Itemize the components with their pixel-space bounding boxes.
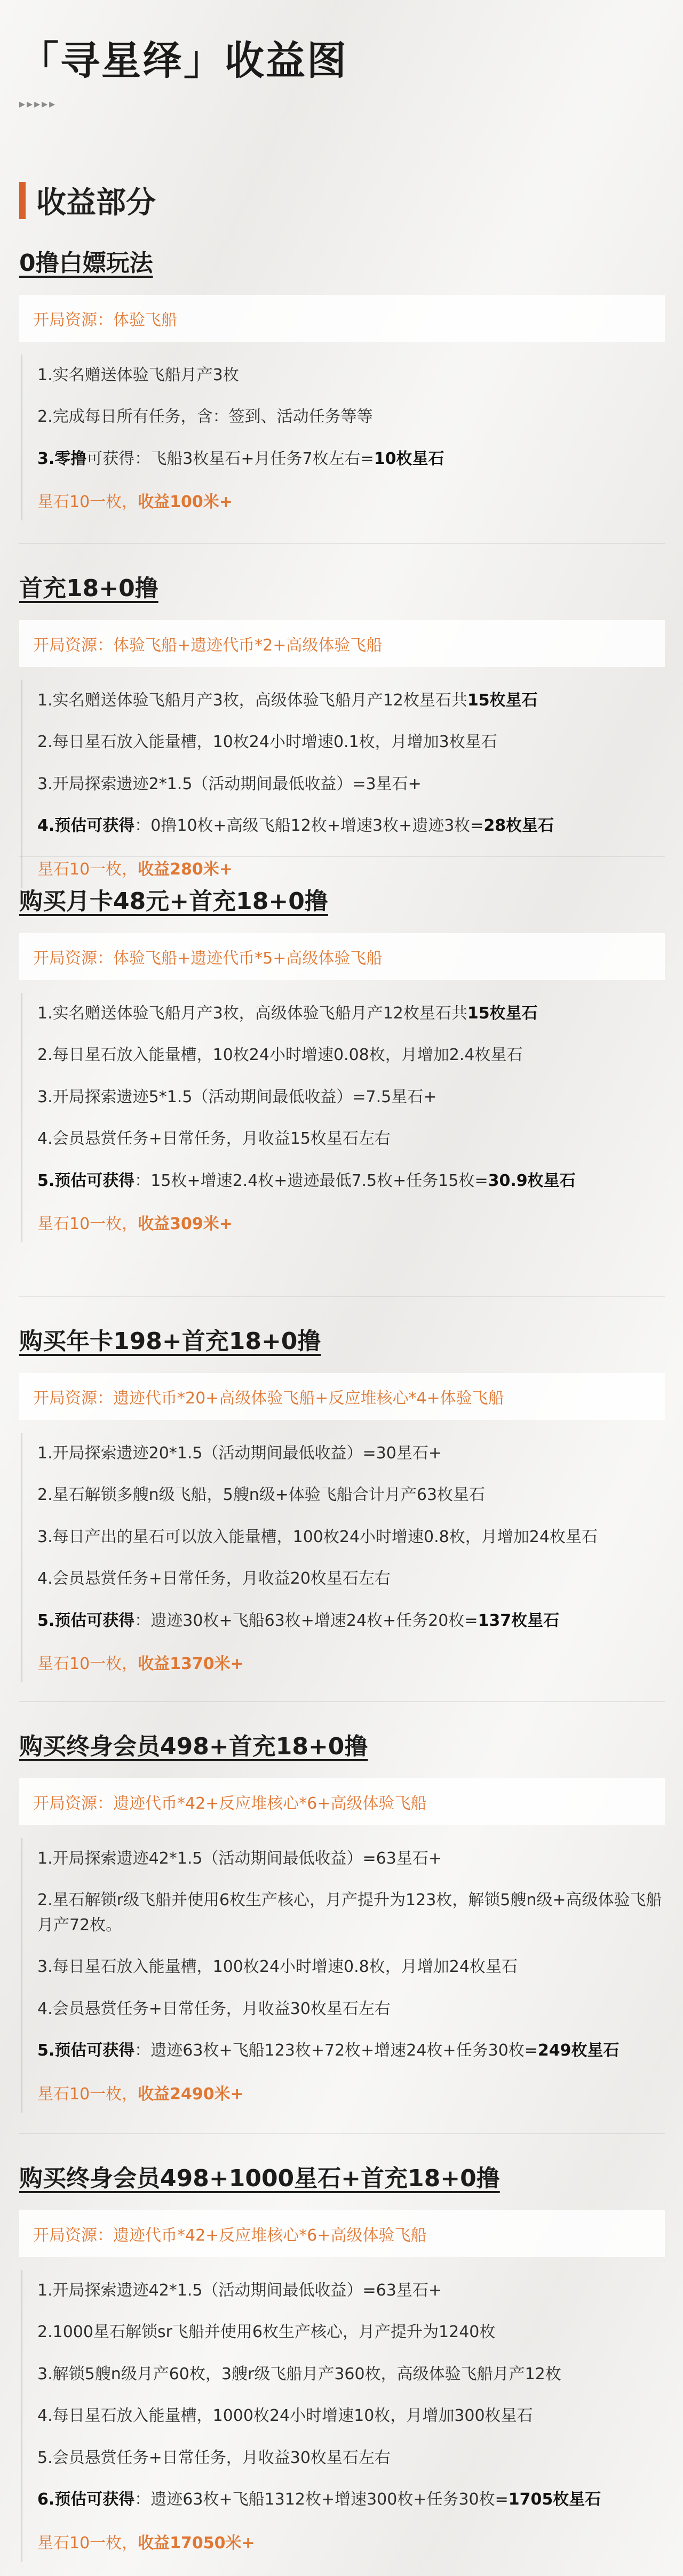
starting-resources: 开局资源：体验飞船+遗迹代币*5+高级体验飞船 [19, 933, 665, 980]
income-summary [37, 2521, 665, 2562]
list-item [37, 1600, 665, 1642]
list-item [37, 2030, 665, 2072]
item-list [21, 1838, 665, 2113]
income-summary [37, 1202, 665, 1242]
item-label: 6.预估可获得 [37, 2490, 135, 2509]
list-item [37, 764, 665, 806]
item-text: 1.开局探索遗迹42*1.5（活动期间最低收益）=63星石+ [37, 1849, 442, 1868]
item-text: 1.开局探索遗迹42*1.5（活动期间最低收益）=63星石+ [37, 2281, 442, 2300]
list-item [37, 1474, 665, 1516]
list-item [37, 680, 665, 722]
item-highlight: 15枚星石 [467, 1004, 538, 1023]
starting-resources: 开局资源：遗迹代币*42+反应堆核心*6+高级体验飞船 [19, 2210, 665, 2257]
income-value: 收益1370米+ [138, 1655, 244, 1674]
list-item [37, 1838, 665, 1880]
divider [19, 543, 665, 544]
item-list [21, 2270, 665, 2562]
item-highlight: 1705枚星石 [508, 2490, 601, 2509]
list-item [37, 1077, 665, 1119]
list-item [37, 396, 665, 438]
arrow-decoration: ▸▸▸▸▸ [19, 98, 57, 111]
income-prefix: 星石10一枚， [37, 1215, 138, 1234]
divider [19, 856, 665, 857]
item-text: ：0撸10枚+高级飞船12枚+增速3枚+遗迹3枚= [134, 816, 484, 836]
divider [19, 1701, 665, 1702]
block-title: 购买终身会员498+1000星石+首充18+0撸 [19, 2165, 500, 2192]
item-text: 1.实名赠送体验飞船月产3枚，高级体验飞船月产12枚星石共 [37, 1004, 467, 1023]
income-prefix: 星石10一枚， [37, 2533, 138, 2553]
list-item [37, 993, 665, 1035]
item-list [21, 993, 665, 1243]
income-value: 收益309米+ [138, 1215, 233, 1234]
income-summary [37, 1642, 665, 1682]
income-value: 收益100米+ [138, 493, 233, 512]
item-text: 3.每日星石放入能量槽，100枚24小时增速0.8枚，月增加24枚星石 [37, 1957, 518, 1977]
item-text: ：遗迹63枚+飞船123枚+72枚+增速24枚+任务30枚= [134, 2041, 538, 2060]
starting-resources: 开局资源：体验飞船 [19, 295, 665, 342]
list-item [37, 355, 665, 397]
list-item [37, 1160, 665, 1202]
list-item [37, 805, 665, 847]
item-highlight: 249枚星石 [537, 2041, 620, 2060]
item-text: 可获得：飞船3枚星石+月任务7枚左右= [86, 449, 374, 468]
income-prefix: 星石10一枚， [37, 860, 138, 879]
item-text: 3.每日产出的星石可以放入能量槽，100枚24小时增速0.8枚，月增加24枚星石 [37, 1527, 598, 1546]
list-item [37, 1558, 665, 1600]
item-text: 1.实名赠送体验飞船月产3枚，高级体验飞船月产12枚星石共 [37, 691, 467, 710]
item-text: 2.1000星石解锁sr飞船并使用6枚生产核心，月产提升为1240枚 [37, 2323, 496, 2342]
item-text: 2.完成每日所有任务，含：签到、活动任务等等 [37, 407, 373, 427]
income-prefix: 星石10一枚， [37, 2084, 138, 2104]
divider [19, 1296, 665, 1297]
list-item [37, 2312, 665, 2354]
item-highlight: 28枚星石 [483, 816, 554, 836]
list-item [37, 721, 665, 764]
list-item [37, 1946, 665, 1988]
starting-resources: 开局资源：遗迹代币*42+反应堆核心*6+高级体验飞船 [19, 1778, 665, 1825]
item-text: 5.会员悬赏任务+日常任务，月收益30枚星石左右 [37, 2448, 391, 2467]
list-item [37, 2354, 665, 2396]
item-label: 4.预估可获得 [37, 816, 135, 836]
item-text: ：遗迹30枚+飞船63枚+增速24枚+任务20枚= [134, 1611, 478, 1630]
list-item [37, 1034, 665, 1077]
item-highlight: 10枚星石 [374, 449, 444, 468]
divider [19, 2133, 665, 2134]
page-title: 「寻星绎」收益图 [19, 38, 348, 84]
list-item [37, 1118, 665, 1160]
item-label: 5.预估可获得 [37, 1611, 135, 1630]
item-list [21, 1433, 665, 1683]
income-summary [37, 2072, 665, 2113]
income-value: 收益280米+ [138, 860, 233, 879]
block-title: 首充18+0撸 [19, 575, 158, 602]
item-text: 2.每日星石放入能量槽，10枚24小时增速0.08枚，月增加2.4枚星石 [37, 1046, 523, 1065]
item-label: 5.预估可获得 [37, 1171, 135, 1190]
item-highlight: 137枚星石 [478, 1611, 560, 1630]
block-title: 购买月卡48元+首充18+0撸 [19, 888, 328, 915]
starting-resources: 开局资源：体验飞船+遗迹代币*2+高级体验飞船 [19, 620, 665, 667]
income-block [19, 2165, 665, 2562]
income-prefix: 星石10一枚， [37, 1655, 138, 1674]
item-text: 2.星石解锁r级飞船并使用6枚生产核心，月产提升为123枚，解锁5艘n级+高级体验飞船月产72枚。 [37, 1891, 662, 1935]
list-item [37, 2270, 665, 2312]
income-block [19, 1733, 665, 2113]
list-item [37, 2479, 665, 2521]
item-highlight: 15枚星石 [467, 691, 538, 710]
income-block [19, 888, 665, 1242]
list-item [37, 2437, 665, 2479]
item-text: ：15枚+增速2.4枚+遗迹最低7.5枚+任务15枚= [134, 1171, 488, 1190]
item-label: 5.预估可获得 [37, 2041, 135, 2060]
list-item [37, 438, 665, 480]
income-block [19, 250, 665, 520]
list-item [37, 1880, 665, 1946]
income-block [19, 1328, 665, 1682]
heading-accent-bar [19, 182, 26, 219]
item-text: 3.解锁5艘n级月产60枚，3艘r级飞船月产360枚，高级体验飞船月产12枚 [37, 2364, 561, 2384]
item-text: 4.每日星石放入能量槽，1000枚24小时增速10枚，月增加300枚星石 [37, 2406, 533, 2426]
item-label: 3.零撸 [37, 449, 87, 468]
list-item [37, 1988, 665, 2031]
item-text: 1.实名赠送体验飞船月产3枚 [37, 365, 239, 384]
item-text: 3.开局探索遗迹2*1.5（活动期间最低收益）=3星石+ [37, 774, 422, 793]
item-list [21, 355, 665, 521]
starting-resources: 开局资源：遗迹代币*20+高级体验飞船+反应堆核心*4+体验飞船 [19, 1373, 665, 1420]
income-prefix: 星石10一枚， [37, 493, 138, 512]
item-text: 3.开局探索遗迹5*1.5（活动期间最低收益）=7.5星石+ [37, 1087, 437, 1106]
section-heading-text: 收益部分 [36, 186, 156, 220]
item-text: 1.开局探索遗迹20*1.5（活动期间最低收益）=30星石+ [37, 1443, 442, 1463]
income-block [19, 575, 665, 888]
item-text: 4.会员悬赏任务+日常任务，月收益30枚星石左右 [37, 1999, 391, 2018]
header [19, 39, 348, 111]
item-text: ：遗迹63枚+飞船1312枚+增速300枚+任务30枚= [134, 2490, 509, 2509]
item-text: 4.会员悬赏任务+日常任务，月收益15枚星石左右 [37, 1129, 391, 1149]
income-value: 收益2490米+ [138, 2084, 244, 2104]
block-title: 购买终身会员498+首充18+0撸 [19, 1733, 368, 1760]
income-summary [37, 480, 665, 520]
block-title: 0撸白嫖玩法 [19, 250, 153, 277]
item-highlight: 30.9枚星石 [488, 1171, 576, 1190]
item-text: 2.星石解锁多艘n级飞船，5艘n级+体验飞船合计月产63枚星石 [37, 1486, 486, 1505]
item-text: 4.会员悬赏任务+日常任务，月收益20枚星石左右 [37, 1569, 391, 1588]
section-heading [19, 179, 156, 222]
list-item [37, 1433, 665, 1475]
list-item [37, 1516, 665, 1559]
income-summary [37, 847, 665, 888]
item-text: 2.每日星石放入能量槽，10枚24小时增速0.1枚，月增加3枚星石 [37, 733, 497, 752]
list-item [37, 2395, 665, 2437]
income-value: 收益17050米+ [138, 2533, 255, 2553]
block-title: 购买年卡198+首充18+0撸 [19, 1328, 321, 1355]
